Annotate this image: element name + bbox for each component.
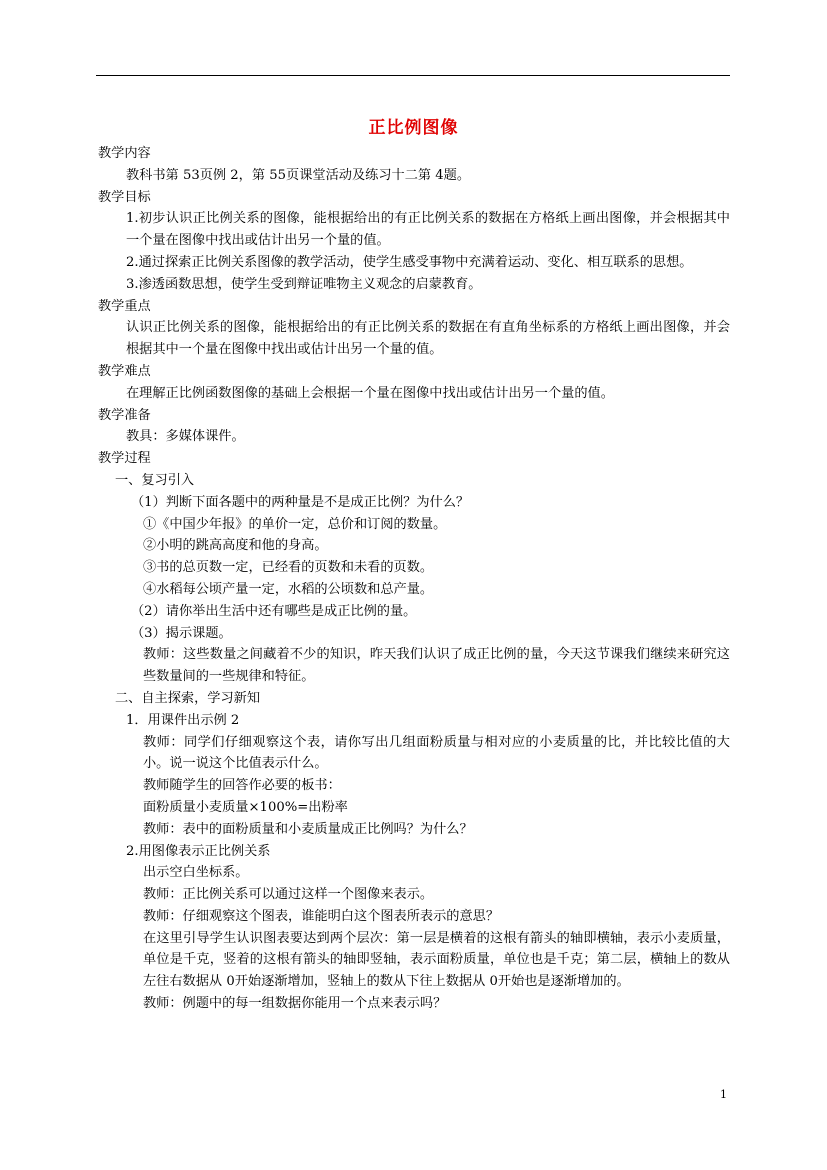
heading-content: 教学内容	[98, 146, 151, 161]
teacher-remark-2: 教师：同学们仔细观察这个表，请你写出几组面粉质量与相对应的小麦质量的比，并比较比值的大小。说一说这个比值表示什么。	[143, 734, 730, 772]
step-1-title: 1．用课件出示例 2	[126, 712, 240, 728]
teacher-remark-6: 教师：例题中的每一组数据你能用一个点来表示吗？	[143, 996, 447, 1012]
heading-goals: 教学目标	[98, 189, 151, 205]
heading-key-points: 教学重点	[98, 298, 151, 314]
question-1-item-3: ③书的总页数一定，已经看的页数和未看的页数。	[143, 560, 434, 576]
difficulty-text: 在理解正比例函数图像的基础上会根据一个量在图像中找出或估计出另一个量的值。	[126, 385, 614, 401]
heading-process: 教学过程	[98, 451, 151, 467]
key-points-text: 认识正比例关系的图像，能根据给出的有正比例关系的数据在有直角坐标系的方格纸上画出图像，并会根据其中一个量在图像中找出或估计出另一个量的值。	[126, 320, 730, 358]
question-1-item-4: ④水稻每公顷产量一定，水稻的公顷数和总产量。	[143, 581, 434, 597]
part1-title: 一、复习引入	[115, 472, 195, 488]
question-1: （1）判断下面各题中的两种量是不是成正比例？为什么？	[131, 494, 470, 510]
teacher-remark-5: 教师：仔细观察这个图表，谁能明白这个图表所表示的意思？	[143, 908, 500, 924]
step-2-title: 2.用图像表示正比例关系	[126, 843, 271, 859]
document-body	[98, 143, 730, 1015]
part2-title: 二、自主探索，学习新知	[115, 690, 261, 706]
show-axes: 出示空白坐标系。	[143, 865, 249, 881]
document-title: 正比例图像	[368, 118, 459, 138]
formula: 面粉质量小麦质量×100%=出粉率	[143, 799, 348, 815]
content-text: 教科书第 53页例 2，第 55页课堂活动及练习十二第 4题。	[126, 167, 471, 183]
goal-item-3: 3.渗透函数思想，使学生受到辩证唯物主义观念的启蒙教育。	[126, 276, 482, 292]
question-3: （3）揭示课题。	[131, 625, 232, 641]
board-note: 教师随学生的回答作必要的板书：	[143, 778, 341, 794]
preparation-text: 教具：多媒体课件。	[126, 429, 245, 445]
teacher-remark-1: 教师：这些数量之间藏着不少的知识，昨天我们认识了成正比例的量，今天这节课我们继续来研究这些数量间的一些规律和特征。	[143, 647, 730, 685]
teacher-remark-3: 教师：表中的面粉质量和小麦质量成正比例吗？为什么？	[143, 821, 473, 837]
goal-item-1: 1.初步认识正比例关系的图像，能根据给出的有正比例关系的数据在方格纸上画出图像，并会根据其中一个量在图像中找出或估计出另一个量的值。	[126, 211, 730, 249]
guide-text: 在这里引导学生认识图表要达到两个层次：第一层是横着的这根有箭头的轴即横轴，表示小麦质量，单位是千克，竖着的这根有箭头的轴即竖轴，表示面粉质量，单位也是千克；第二层，横轴上的数从左往右数据从 0开始逐渐增加，竖轴上的数从下往上数据从 0开始也是逐渐增加的。	[143, 930, 730, 990]
heading-preparation: 教学准备	[98, 407, 151, 423]
question-1-item-2: ②小明的跳高高度和他的身高。	[143, 538, 328, 554]
question-1-item-1: ①《中国少年报》的单价一定，总价和订阅的数量。	[143, 516, 447, 532]
heading-difficulty: 教学难点	[98, 363, 151, 379]
goal-item-2: 2.通过探索正比例关系图像的教学活动，使学生感受事物中充满着运动、变化、相互联系的思想。	[126, 254, 693, 270]
question-2: （2）请你举出生活中还有哪些是成正比例的量。	[131, 603, 417, 619]
page-number: 1	[720, 1088, 727, 1101]
teacher-remark-4: 教师：正比例关系可以通过这样一个图像来表示。	[143, 887, 434, 903]
header-rule	[96, 75, 730, 76]
